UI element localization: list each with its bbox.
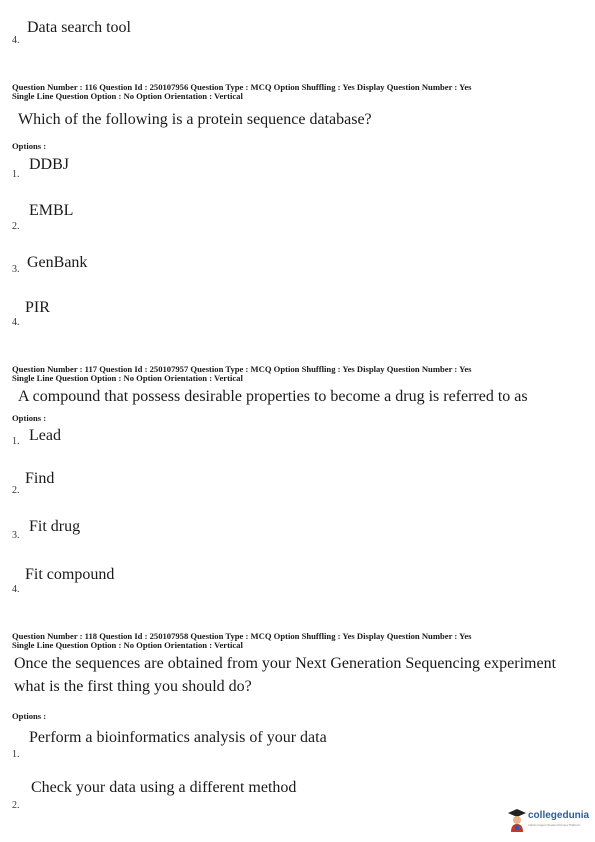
- option-4-text: Data search tool: [27, 19, 131, 36]
- question-meta-line1: Question Number : 116 Question Id : 250107956 Question Type : MCQ Option Shuffling : Yes Display Question Number : Yes: [12, 82, 472, 92]
- option-text: Perform a bioinformatics analysis of your data: [29, 729, 327, 746]
- question-text: Which of the following is a protein sequence database?: [18, 111, 372, 128]
- option-number: 1.: [12, 169, 20, 180]
- question-meta-line1: Question Number : 118 Question Id : 250107958 Question Type : MCQ Option Shuffling : Yes Display Question Number : Yes: [12, 631, 472, 641]
- options-label: Options :: [12, 141, 47, 151]
- question-text: A compound that possess desirable properties to become a drug is referred to as: [18, 388, 528, 405]
- option-text: Check your data using a different method: [31, 779, 297, 796]
- logo-tagline: India's largest Student Review Platform: [528, 823, 581, 827]
- option-text: Fit compound: [25, 566, 115, 583]
- option-4-number: 4.: [12, 35, 20, 46]
- collegedunia-logo: [507, 806, 592, 834]
- option-text: DDBJ: [29, 156, 70, 173]
- option-number: 4.: [12, 584, 20, 595]
- option-text: EMBL: [29, 202, 74, 219]
- student-mascot-icon: [507, 808, 527, 832]
- option-number: 3.: [12, 264, 20, 275]
- logo-wordmark: collegedunia: [528, 810, 590, 821]
- option-number: 1.: [12, 436, 20, 447]
- option-number: 3.: [12, 530, 20, 541]
- option-number: 1.: [12, 749, 20, 760]
- option-number: 4.: [12, 317, 20, 328]
- question-text-line2: what is the first thing you should do?: [14, 678, 252, 695]
- option-text: Find: [25, 470, 55, 487]
- option-number: 2.: [12, 800, 20, 811]
- option-text: Fit drug: [29, 518, 81, 535]
- question-meta-line2: Single Line Question Option : No Option Orientation : Vertical: [12, 91, 243, 101]
- options-label: Options :: [12, 711, 47, 721]
- option-number: 2.: [12, 485, 20, 496]
- option-text: PIR: [25, 299, 50, 316]
- option-text: Lead: [29, 427, 61, 444]
- option-number: 2.: [12, 221, 20, 232]
- question-meta-line2: Single Line Question Option : No Option Orientation : Vertical: [12, 373, 243, 383]
- question-meta-line2: Single Line Question Option : No Option Orientation : Vertical: [12, 640, 243, 650]
- options-label: Options :: [12, 413, 47, 423]
- option-text: GenBank: [27, 254, 88, 271]
- question-text-line1: Once the sequences are obtained from your Next Generation Sequencing experiment: [14, 655, 557, 672]
- question-meta-line1: Question Number : 117 Question Id : 250107957 Question Type : MCQ Option Shuffling : Yes Display Question Number : Yes: [12, 364, 472, 374]
